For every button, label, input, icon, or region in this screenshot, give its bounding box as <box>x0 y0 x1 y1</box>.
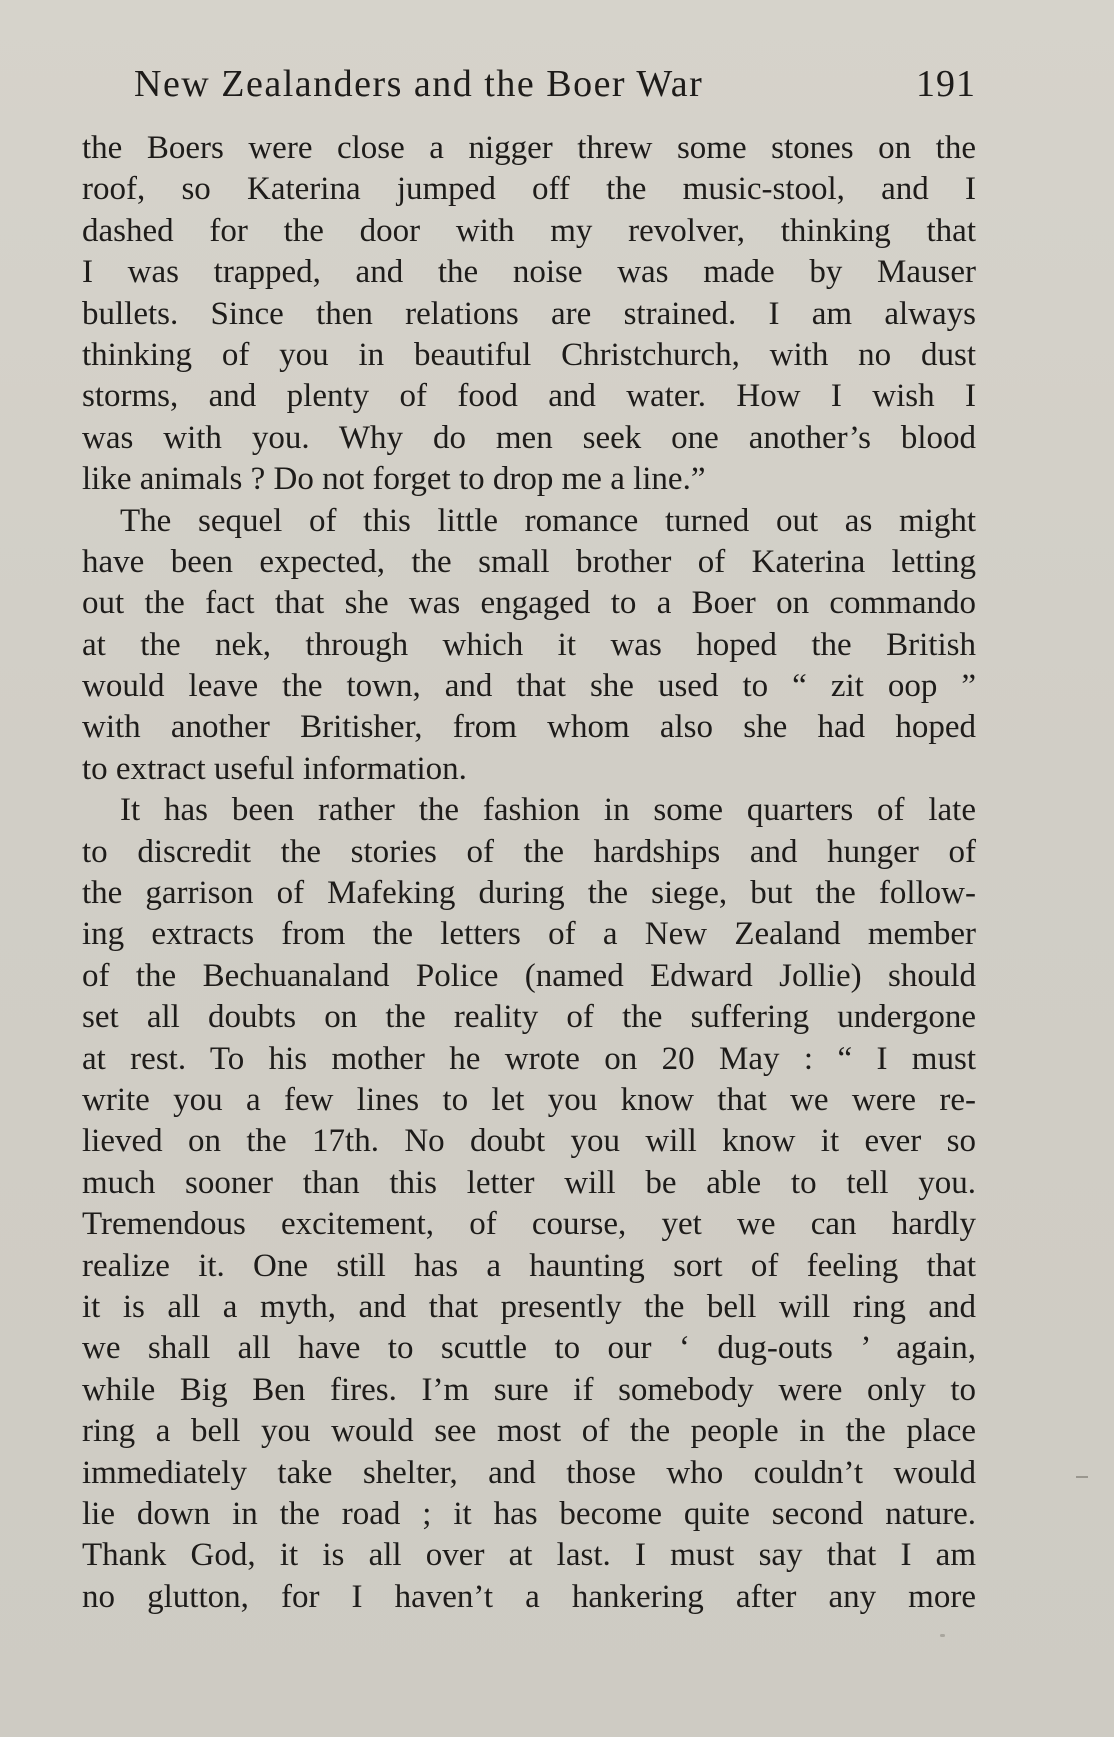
margin-mark <box>1076 1476 1088 1478</box>
text-line: would leave the town, and that she used to “ zit oop ” <box>82 668 976 705</box>
text-line: like animals ? Do not forget to drop me a line.” <box>82 461 706 498</box>
text-line: of the Bechuanaland Police (named Edward Jollie) should <box>82 957 976 994</box>
text-line: realize it. One still has a haunting sort of feeling that <box>82 1247 976 1284</box>
text-line: set all doubts on the reality of the suffering undergone <box>82 999 976 1036</box>
text-line: we shall all have to scuttle to our ‘ dug-outs ’ again, <box>82 1330 976 1367</box>
text-line: lieved on the 17th. No doubt you will know it ever so <box>82 1123 976 1160</box>
text-line: bullets. Since then relations are strained. I am always <box>82 295 976 332</box>
text-line: at the nek, through which it was hoped the British <box>82 626 976 663</box>
text-line: roof, so Katerina jumped off the music-stool, and I <box>82 171 976 208</box>
text-line: immediately take shelter, and those who couldn’t would <box>82 1454 976 1491</box>
running-title: New Zealanders and the Boer War <box>134 63 704 105</box>
text-line: out the fact that she was engaged to a Boer on commando <box>82 585 976 622</box>
text-line: I was trapped, and the noise was made by Mauser <box>82 254 976 291</box>
paragraph-first-line: The sequel of this little romance turned out as might <box>120 502 976 539</box>
text-line: Thank God, it is all over at last. I must say that I am <box>82 1537 976 1574</box>
text-line: was with you. Why do men seek one another’s blood <box>82 419 976 456</box>
text-line: ring a bell you would see most of the people in the place <box>82 1413 976 1450</box>
running-head <box>80 56 976 112</box>
text-line: at rest. To his mother he wrote on 20 May : “ I must <box>82 1040 976 1077</box>
text-line: Tremendous excitement, of course, yet we can hardly <box>82 1206 976 1243</box>
text-line: to discredit the stories of the hardships and hunger of <box>82 833 976 870</box>
text-line: write you a few lines to let you know that we were re- <box>82 1081 976 1118</box>
text-line: with another Britisher, from whom also she had hoped <box>82 709 976 746</box>
text-line: have been expected, the small brother of Katerina letting <box>82 543 976 580</box>
text-line: the garrison of Mafeking during the siege, but the follow- <box>82 875 976 912</box>
text-line: dashed for the door with my revolver, thinking that <box>82 212 976 249</box>
text-line: storms, and plenty of food and water. How I wish I <box>82 378 976 415</box>
paragraph-first-line: It has been rather the fashion in some quarters of late <box>120 792 976 829</box>
body-text <box>82 128 976 1618</box>
text-line: no glutton, for I haven’t a hankering after any more <box>82 1578 976 1615</box>
text-line: the Boers were close a nigger threw some stones on the <box>82 130 976 166</box>
text-line: thinking of you in beautiful Christchurch, with no dust <box>82 336 976 373</box>
text-line: much sooner than this letter will be able to tell you. <box>82 1164 976 1201</box>
text-line: it is all a myth, and that presently the bell will ring and <box>82 1288 976 1325</box>
text-line: lie down in the road ; it has become quite second nature. <box>82 1495 976 1532</box>
text-line: ing extracts from the letters of a New Zealand member <box>82 916 976 953</box>
text-line: to extract useful information. <box>82 750 467 787</box>
text-line: while Big Ben fires. I’m sure if somebody were only to <box>82 1371 976 1408</box>
page-number: 191 <box>916 63 976 105</box>
paper-speck <box>940 1634 945 1637</box>
